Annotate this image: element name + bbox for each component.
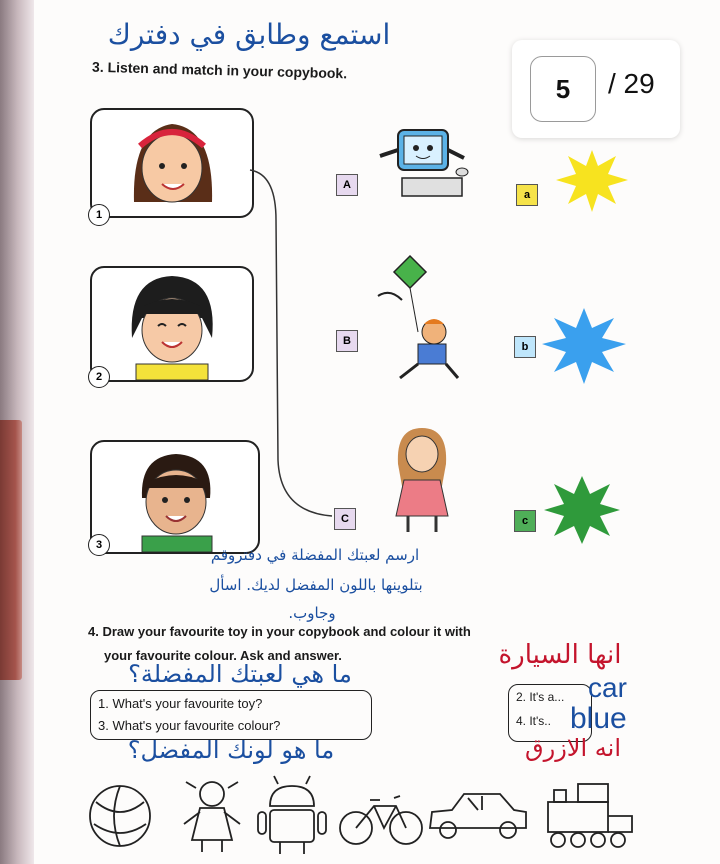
train-outline-icon <box>548 784 632 847</box>
arabic-question-colour: ما هو لونك المفضل؟ <box>127 736 335 764</box>
current-page-input[interactable]: 5 <box>530 56 596 122</box>
child-box-2 <box>90 266 254 382</box>
answer-2-prefix: 2. It's a... <box>516 690 565 704</box>
arabic-note-line-3: وجاوب. <box>288 604 336 622</box>
boy-illustration <box>92 442 258 552</box>
exercise-4-instruction-line-2: your favourite colour. Ask and answer. <box>104 648 342 663</box>
ball-outline-icon <box>90 786 150 846</box>
computer-toy-icon <box>372 122 472 214</box>
toy-label-a: A <box>336 174 358 196</box>
yellow-paint-splash <box>552 140 632 220</box>
toy-label-c: C <box>334 508 356 530</box>
colour-label-a: a <box>516 184 538 206</box>
question-3: 3. What's your favourite colour? <box>98 718 281 733</box>
arabic-answer-car: انها السيارة <box>498 640 622 670</box>
blue-paint-splash <box>540 300 630 390</box>
exercise-4-instruction-line-1: 4. Draw your favourite toy in your copybook and colour it with <box>88 624 471 639</box>
exercise-3-instruction: 3. Listen and match in your copybook. <box>91 58 348 82</box>
answer-4-prefix: 4. It's.. <box>516 714 551 728</box>
arabic-question-toy: ما هي لعبتك المفضلة؟ <box>128 660 352 688</box>
question-1: 1. What's your favourite toy? <box>98 696 263 711</box>
answer-4-handwritten: blue <box>570 702 627 735</box>
green-paint-splash <box>542 468 622 548</box>
child-number-1: 1 <box>88 204 110 226</box>
child-box-3 <box>90 440 260 554</box>
arabic-note-line-2: بتلوينها باللون المفضل لديك. اسأل <box>209 576 423 594</box>
robot-outline-icon <box>258 776 326 854</box>
girl-short-hair-illustration <box>92 268 252 380</box>
colour-label-c: c <box>514 510 536 532</box>
total-pages: / 29 <box>608 68 655 99</box>
child-number-2: 2 <box>88 366 110 388</box>
child-box-1 <box>90 108 254 218</box>
toy-outline-row <box>86 772 646 856</box>
arabic-answer-blue: انه الازرق <box>525 734 621 762</box>
colour-label-b: b <box>514 336 536 358</box>
girl-headband-illustration <box>92 110 252 216</box>
doll-toy-icon <box>386 424 456 534</box>
arabic-title: استمع وطابق في دفترك <box>107 18 391 51</box>
page-counter <box>512 40 680 138</box>
arabic-note-line-1: ارسم لعبتك المفضلة في دفتروقم <box>210 546 420 564</box>
match-line <box>240 160 340 530</box>
bicycle-outline-icon <box>340 796 422 844</box>
book-spine <box>0 420 22 680</box>
doll-outline-icon <box>184 782 240 852</box>
child-number-3: 3 <box>88 534 110 556</box>
car-outline-icon <box>430 794 526 838</box>
answer-2-handwritten: car <box>588 672 627 703</box>
toy-label-b: B <box>336 330 358 352</box>
kite-boy-toy-icon <box>372 252 472 386</box>
